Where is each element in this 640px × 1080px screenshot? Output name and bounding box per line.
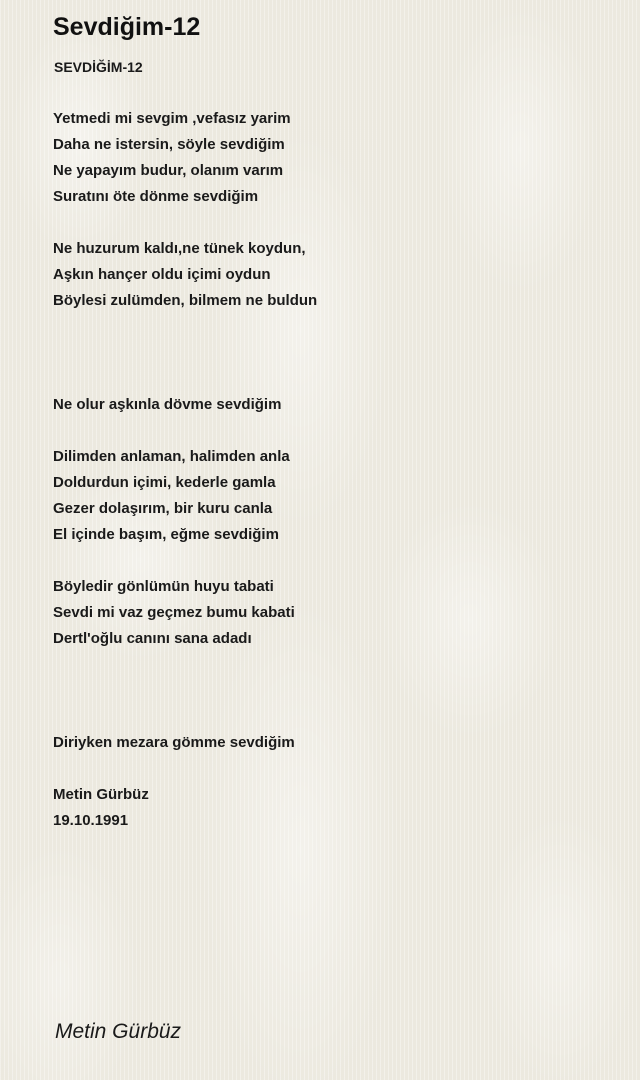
poem-author-block <box>53 782 613 834</box>
poem-title: Sevdiğim-12 <box>53 13 201 41</box>
poem-line: Böylesi zulümden, bilmem ne buldun <box>53 292 318 309</box>
poem-stanza <box>53 730 613 756</box>
poem-line: Ne huzurum kaldı,ne tünek koydun, <box>53 240 306 257</box>
poem-stanza <box>53 392 613 418</box>
poem-line: Suratını öte dönme sevdiğim <box>53 188 259 205</box>
poem-line: Ne yapayım budur, olanım varım <box>53 162 284 179</box>
poem-line: Doldurdun içimi, kederle gamla <box>53 474 276 491</box>
poem-line: Dertl'oğlu canını sana adadı <box>53 630 252 647</box>
stanza-gap <box>53 80 613 106</box>
stanza-gap <box>53 756 613 782</box>
poem-line: Sevdi mi vaz geçmez bumu kabati <box>53 604 295 621</box>
poem-stanza <box>53 574 613 652</box>
poem-line: Dilimden anlaman, halimden anla <box>53 448 290 465</box>
poem-stanza <box>53 236 613 314</box>
stanza-gap <box>53 652 613 730</box>
poem-stanza <box>53 106 613 210</box>
poem-line: Yetmedi mi sevgim ,vefasız yarim <box>53 110 291 127</box>
poem-page <box>53 0 613 1080</box>
poem-author: Metin Gürbüz <box>53 786 149 803</box>
poem-date: 19.10.1991 <box>53 812 129 829</box>
poem-line: Böyledir gönlümün huyu tabati <box>53 578 274 595</box>
poem-subtitle: SEVDİĞİM-12 <box>54 59 143 75</box>
poem-line: Diriyken mezara gömme sevdiğim <box>53 734 295 751</box>
stanza-gap <box>53 418 613 444</box>
poem-line: El içinde başım, eğme sevdiğim <box>53 526 279 543</box>
poem-stanza <box>53 444 613 548</box>
stanza-gap <box>53 210 613 236</box>
poem-line: Gezer dolaşırım, bir kuru canla <box>53 500 273 517</box>
poem-line: Ne olur aşkınla dövme sevdiğim <box>53 396 282 413</box>
stanza-gap <box>53 314 613 392</box>
author-signature: Metin Gürbüz <box>55 1020 182 1043</box>
poem-line: Aşkın hançer oldu içimi oydun <box>53 266 271 283</box>
poem-body <box>53 54 613 834</box>
poem-line: Daha ne istersin, söyle sevdiğim <box>53 136 285 153</box>
stanza-gap <box>53 548 613 574</box>
